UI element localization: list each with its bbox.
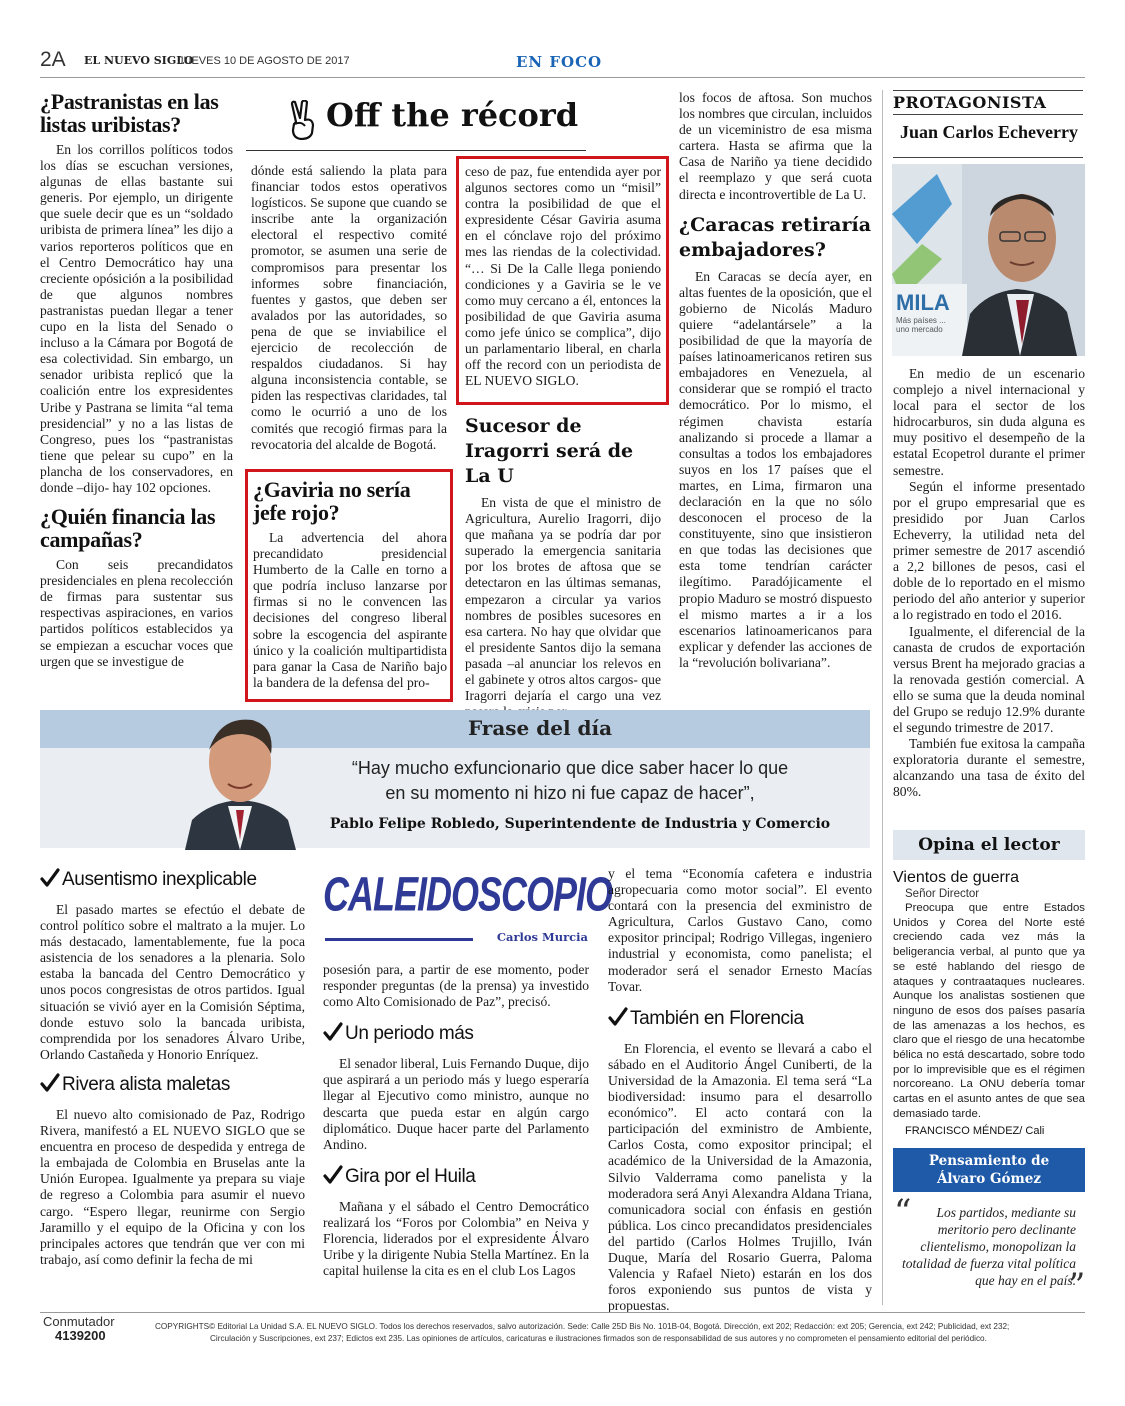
article-florencia: En Florencia, el evento se llevará a cabo el sábado en el Auditorio Ángel Cuniberti, de la Universidad de la Amazonia. El tema será “La biodiversidad: insumo para el desarrollo económico”. El acto contará con la participación del exministro de Ambiente, Carlos Costa, como expositor principal; el académico de la Universidad de la Amazonia, Silvio Valderrama como panelista y la moderadora será Anyi Alexandra Aldana Triana, comunicadora social con énfasis en gestión pública. Los cinco precandidatos presidenciales del partido (Carlos Holmes Trujillo, Iván Duque, María del Rosario Guerra, Paloma Valencia y Rafael Nieto) estarán en los dos foros exponiendo sus puntos de vista y propuestas. bbox=[608, 1040, 872, 1314]
open-quote-icon: “ bbox=[894, 1192, 912, 1232]
frase-author: Pablo Felipe Robledo, Superintendente de Industria y Comercio bbox=[329, 816, 831, 832]
article-huila-cont: y el tema “Economía cafetera e industria agropecuaria como motor social”. El evento contará con la presencia del exministro de Agricultura, Carlos Gustavo Cano, como expositor principal; Rodrigo Villegas, ingeniero industrial y economista, como panelista; el moderador será el senador Ernesto Macías Tovar. bbox=[608, 866, 872, 994]
footer-rule bbox=[40, 1312, 1085, 1313]
page-number: 2A bbox=[40, 48, 66, 71]
close-quote-icon: ” bbox=[1068, 1266, 1086, 1306]
footer-copyright-2: Circulación y Suscripciones, ext 237; Edictos ext 235. Las opiniones de artículos, caricaturas e ilustraciones firmados son de responsabilidad de sus autores y no comprometen el pensamiento editorial del periódico. bbox=[210, 1334, 987, 1343]
headline-sucesor: Sucesor de Iragorri será de La U bbox=[465, 415, 634, 487]
column-1 bbox=[40, 90, 233, 670]
caleido-column-2 bbox=[323, 962, 589, 1279]
frase-del-dia bbox=[40, 710, 870, 850]
article-pastranistas: En los corrillos políticos todos los días se escuchan versiones, algunas de ellas bastante sui generis. Por ejemplo, un dirigente que suele decir que es un “soldado uribista de primera línea” les dijo a varios reporteros políticos que en el Centro Democrático hay una creciente opósición a la posibilidad de que algunos nombres pastranistas puedan llegar a tener cupo en la lista del Senado o incluso a la Cámara por Bogotá de esa colectividad. Sin embargo, un senador uribista replicó que la coalición entre los expresidentes Uribe y Pastrana se limita “al tema presidencial” y no a las listas de Congreso, pues los “pastranistas tiene que pelear su cupo” en la plancha de los conservadores, en donde –dijo- hay 102 opciones. bbox=[40, 142, 233, 495]
kicker-huila: Gira por el Huila bbox=[323, 1165, 589, 1189]
article-rivera: El nuevo alto comisionado de Paz, Rodrigo Rivera, manifestó a EL NUEVO SIGLO que se encuentra en proceso de despedida y entrega de la embajada de Colombia en Bruselas ante la Unión Europea. Igualmente ya prepara su viaje de regreso a Colombia para asumir el nuevo cargo. “Espero llegar, reunirme con Sergio Jaramillo y el equipo de la Oficina y con los principales actores que tendrán que ver con mi trabajo, así como definir la fecha de mi bbox=[40, 1106, 305, 1267]
sucesor-article bbox=[465, 414, 661, 720]
headline-caracas: ¿Caracas retiraría embajadores? bbox=[679, 213, 872, 261]
checkmark-icon bbox=[40, 1073, 60, 1093]
opina-title-bar bbox=[893, 830, 1085, 860]
headline-pastranistas: ¿Pastranistas en las listas uribistas? bbox=[40, 89, 219, 137]
article-periodo: El senador liberal, Luis Fernando Duque, dijo que aspirará a un periodo más y luego esperaría llegar al Ejecutivo como ministro, aunque no descarta que pueda estar en algún cargo diplomático. Duque hacer parte del Parlamento Andino. bbox=[323, 1056, 589, 1152]
protagonista-p3: Igualmente, el diferencial de la canasta de crudos de exportación versus Brent ha mejorado gracias a la renovada gestión comercial. A ello se suma que la deuda nominal del Grupo se redujo 12.9% durante el segundo trimestre de 2017. bbox=[893, 623, 1085, 736]
off-the-record-title: Off the récord bbox=[326, 96, 579, 134]
pensamiento-title-1: Pensamiento de bbox=[928, 1153, 1050, 1169]
headline-gaviria: ¿Gaviria no sería jefe rojo? bbox=[253, 477, 411, 525]
footer-copyright-1: COPYRIGHTS© Editorial La Unidad S.A. EL NUEVO SIGLO. Todos los derechos reservados, salvo autorización. Sede: Calle 25D Bis No. 101B-04, Bogotá. Dirección, ext 202; Redacción: ext 205; Gerencia, ext 242; Publicidad, ext 232; bbox=[155, 1322, 1010, 1331]
column-3 bbox=[465, 164, 661, 389]
protagonista-top-rule bbox=[893, 90, 1083, 91]
article-financia: Con seis precandidatos presidenciales en plena recolección de firmas para sustentar sus respectivas aspiraciones, en varios partidos políticos establecidos ya se empiezan a escuchar voces que urgen que se investigue de bbox=[40, 557, 233, 669]
masthead-name: EL NUEVO SIGLO bbox=[84, 54, 194, 67]
protagonista-label: PROTAGONISTA bbox=[893, 93, 1047, 112]
article-rivera-cont: posesión para, a partir de ese momento, poder responder preguntas (de la prensa) ya investido como Alto Comisionado de Paz”, precisó. bbox=[323, 962, 589, 1010]
article-financia-cont: dónde está saliendo la plata para financiar todos estos operativos logísticos. Se supone que cuando se inscribe ante la organización electoral el respectivo comité promotor, se asumen una serie de compromisos para presentar los informes sobre financiación, fuentes y gastos, que deben ser avalados por las autoridades, so pena de que se inviabilice el ejercicio de recolección de respaldos ciudadanos. Si hay alguna inconsistencia contable, se piden las respectivas claridades, tal como le ocurrió a uno de los comités que recogió firmas para la revocatoria del alcalde de Bogotá. bbox=[251, 163, 447, 452]
opina-letter: Preocupa que entre Estados Unidos y Corea del Norte esté creciendo cada vez más la beligerancia verbal, al punto que ya se esté hablando del riesgo de ataques y contraataques nucleares. Aunque los analistas sostienen que ninguno de esos dos países pasaría de las amenazas a los hechos, es claro que el riesgo de una hecatombe bélica no está descartado, sobre todo por lo imprevisible que es el régimen norcoreano. La ONU debería tomar cartas en el asunto antes de que sea demasiado tarde. bbox=[893, 902, 1085, 1120]
victory-hand-icon bbox=[286, 100, 320, 140]
caleidoscopio-logo bbox=[323, 866, 613, 946]
frase-quote-line1: “Hay mucho exfuncionario que dice saber hacer lo que bbox=[351, 758, 789, 778]
frase-title: Frase del día bbox=[467, 716, 613, 740]
kicker-rivera: Rivera alista maletas bbox=[40, 1073, 305, 1097]
article-caracas: En Caracas se decía ayer, en altas fuentes de la oposición, que el gobierno de Nicolás Maduro quiere “adelantársele” a la posibilidad de que la mayoría de países latinoamericanos retiren sus embajadores en Venezuela, al considerar que se rompió el tracto democrático. Por lo mismo, el régimen chavista estaría analizando si procede a llamar a consultas a todos los embajadores suyos en los 17 países que el martes, en Lima, firmaron una declaración en la que no sólo desconocen el proceso de la constituyente, sino que insistieron en que todas las decisiones que esta tome tendrían carácter ilegítimo. Paradójicamente el propio Maduro se mostró dispuesto el mismo martes a ir a los escenarios latinoamericanos para explicar y defender las acciones de la “revolución bolivariana”. bbox=[679, 268, 872, 670]
photo-banner-text: MILA bbox=[896, 290, 950, 315]
column-divider bbox=[882, 90, 883, 1305]
caleido-column-3 bbox=[608, 866, 872, 1314]
column-4 bbox=[679, 90, 872, 671]
opina-signature: FRANCISCO MÉNDEZ/ Cali bbox=[905, 1124, 1045, 1137]
pensamiento-quote: Los partidos, mediante su meritorio pero declinante clientelismo, monopolizan la totalidad de fuerza vital política que hay en el país. bbox=[902, 1205, 1076, 1288]
column-2 bbox=[251, 163, 447, 453]
protagonista-mid-rule bbox=[893, 114, 1083, 115]
gaviria-article bbox=[253, 478, 447, 691]
section-name: EN FOCO bbox=[516, 53, 603, 71]
opina-salutation: Señor Director bbox=[905, 888, 980, 900]
checkmark-icon bbox=[40, 868, 60, 888]
kicker-ausentismo: Ausentismo inexplicable bbox=[40, 868, 305, 892]
headline-financia: ¿Quién financia las campañas? bbox=[40, 504, 216, 553]
photo-banner-subtext: Más países ... uno mercado bbox=[896, 316, 946, 334]
caleidoscopio-title: CALEIDOSCOPIO bbox=[323, 866, 613, 922]
article-ausentismo: El pasado martes se efectúo el debate de control político sobre el maltrato a la mujer. Lo más destacado, lamentablemente, fue la poca asistencia de los senadores a la plenaria. Solo estaba la bancada del Centro Democrático y unos pocos congresistas de otros partidos. Igual situación se vivió ayer en la Comisión Séptima, donde estuvo solo la bancada uribista, comprendida por los senadores Álvaro Uribe, Orlando Castañeda y Honorio Enríquez. bbox=[40, 902, 305, 1062]
kicker-periodo: Un periodo más bbox=[323, 1022, 589, 1046]
protagonista-p1: En medio de un escenario complejo a nivel internacional y local para el sector de los hidrocarburos, sin duda alguna es muy positivo el desempeño de la estatal Ecopetrol durante el primer semestre. bbox=[893, 366, 1085, 478]
protagonista-photo bbox=[892, 164, 1085, 356]
caleidoscopio-rule bbox=[325, 938, 473, 941]
header-rule bbox=[40, 77, 1085, 78]
protagonista-p4: También fue exitosa la campaña exploratoria durante el semestre, alcanzando una tasa de éxito del 80%. bbox=[893, 736, 1085, 800]
article-sucesor-cont: los focos de aftosa. Son muchos los nombres que circulan, incluidos de un viceministro de esa misma cartera. Hasta se afirma que la Casa de Nariño ya tiene decidido el reemplazo y que será cuota directa e incontrovertible de La U. bbox=[679, 90, 872, 202]
conmutador-number: 4139200 bbox=[55, 1328, 106, 1343]
protagonista-name-rule bbox=[893, 157, 1083, 158]
opina-headline: Vientos de guerra bbox=[893, 869, 1020, 886]
article-gaviria-cont: ceso de paz, fue entendida ayer por algunos sectores como un “misil” contra la posibilidad de que el expresidente César Gaviria asuma en el cónclave rojo del próximo mes las riendas de la colectividad. “… Si De la Calle llega poniendo condiciones y a Gaviria se le ve como muy cercano a él, entonces la posibilidad de que Gaviria asuma como jefe único se complica”, dijo un parlamentario liberal, en charla off the record con un periodista de EL NUEVO SIGLO. bbox=[465, 164, 661, 389]
article-huila: Mañana y el sábado el Centro Democrático realizará los “Foros por Colombia” en Neiva y Florencia, liderados por el expresidente Álvaro Uribe y la dirigente Nubia Stella Martínez. En la capital huilense la cita es en el club Los Lagos bbox=[323, 1198, 589, 1279]
caleido-column-1 bbox=[40, 868, 305, 1268]
conmutador-label: Conmutador bbox=[43, 1314, 115, 1329]
protagonista-p2: Según el informe presentado por el grupo empresarial que es presidido por Juan Carlos Echeverry, la utilidad neta del primer semestre de 2017 ascendió a 2,2 billones de pesos, casi el doble de lo reportado en el mismo periodo del año anterior y superior a lo registrado en todo el 2016. bbox=[893, 478, 1085, 623]
caleidoscopio-author: Carlos Murcia bbox=[496, 930, 588, 944]
kicker-florencia: También en Florencia bbox=[608, 1007, 872, 1031]
otr-title-rule bbox=[246, 150, 586, 151]
protagonista-section bbox=[893, 90, 1085, 143]
article-gaviria: La advertencia del ahora precandidato presidencial Humberto de la Calle en torno a que podría incluso lanzarse por firmas si no le convencen las decisiones del congreso liberal sobre la escogencia del aspirante único y la coalición multipartidista para ganar la Casa de Nariño bajo la bandera de la defensa del pro- bbox=[253, 530, 447, 690]
opina-title: Opina el lector bbox=[918, 835, 1060, 855]
article-sucesor: En vista de que el ministro de Agricultura, Aurelio Iragorri, dijo que mañana ya se podría dar por superado la emergencia sanitaria por los brotes de aftosa que se detectaron en las últimas semanas, empezaron a circular ya varios nombres de posibles sucesores en esa cartera. No hay que olvidar que el presidente Santos dijo la semana pasada –al anunciar los relevos en el gabinete y otros altos cargos- que Iragorri dejaría el cargo una vez bbox=[465, 495, 661, 704]
frase-quote-line2: en su momento ni hizo ni fue capaz de hacer”, bbox=[385, 783, 755, 803]
checkmark-icon bbox=[323, 1022, 343, 1042]
protagonista-name: Juan Carlos Echeverry bbox=[900, 122, 1078, 142]
checkmark-icon bbox=[323, 1165, 343, 1185]
checkmark-icon bbox=[608, 1007, 628, 1027]
pensamiento-title-box bbox=[893, 1148, 1085, 1192]
issue-date: JUEVES 10 DE AGOSTO DE 2017 bbox=[178, 55, 350, 67]
opina-lector bbox=[893, 830, 1085, 1137]
robledo-photo bbox=[180, 710, 300, 850]
pensamiento-title-2: Álvaro Gómez bbox=[936, 1171, 1042, 1187]
off-the-record-header bbox=[286, 96, 596, 146]
